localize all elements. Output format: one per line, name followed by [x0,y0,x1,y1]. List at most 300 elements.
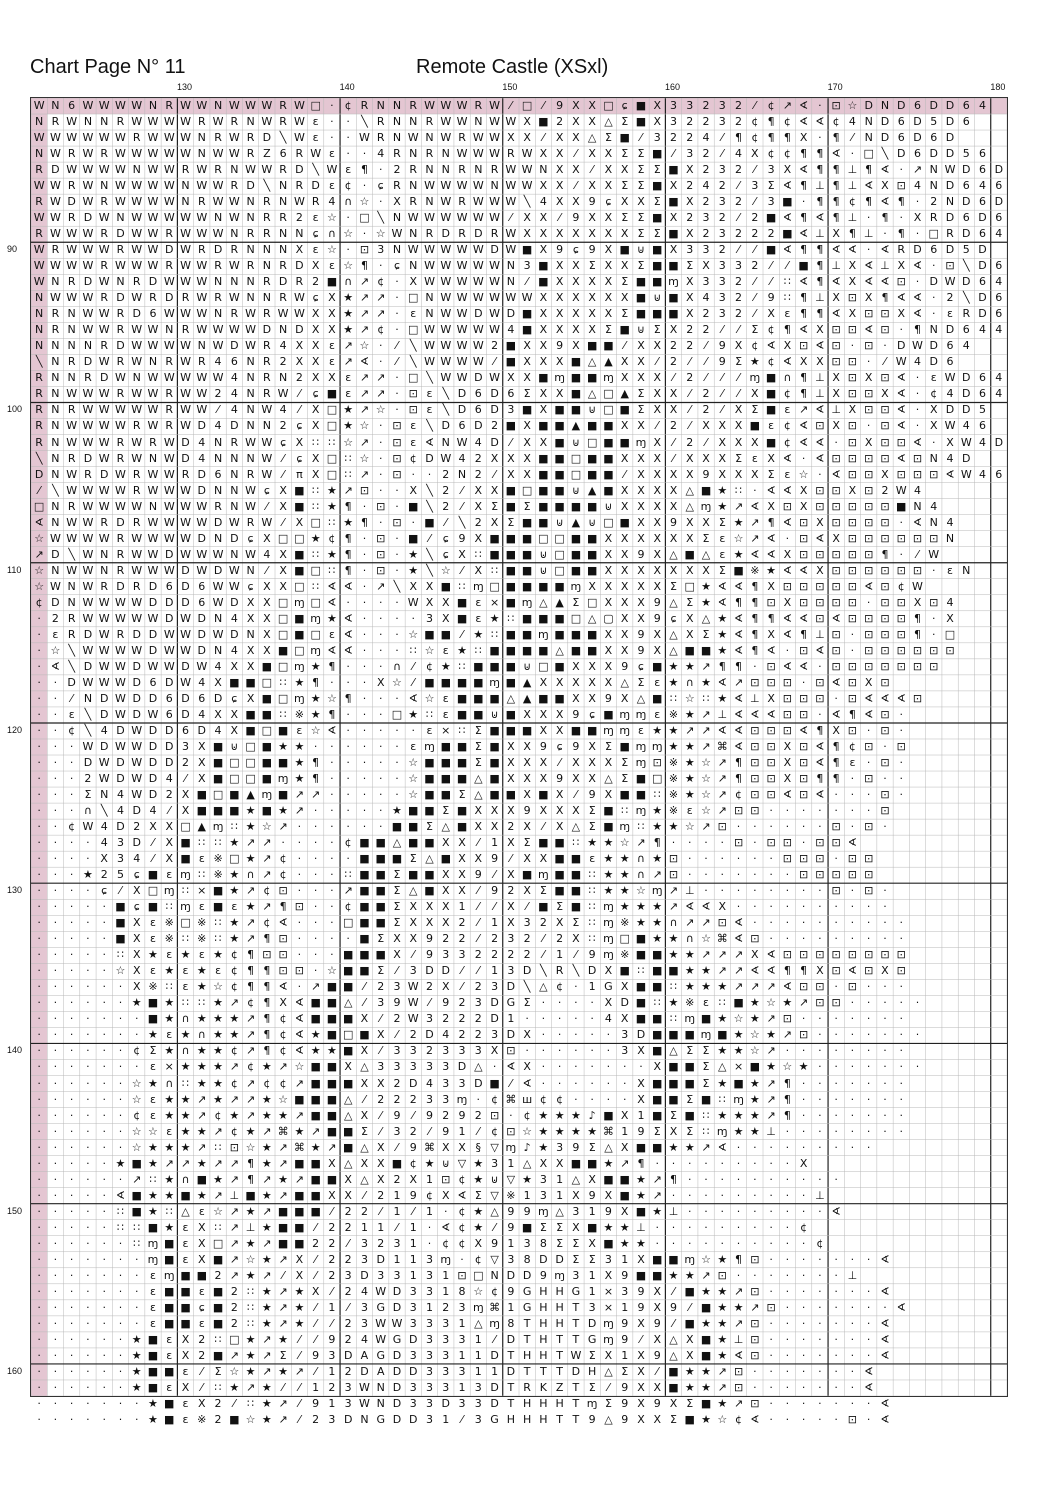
chart-cell: ⊡ [880,723,890,737]
chart-cell: ■ [505,723,517,737]
chart-cell: ■ [538,515,549,529]
chart-cell: △ [539,595,548,609]
chart-cell: ■ [310,1188,321,1202]
chart-cell: ↗ [262,1172,272,1186]
chart-cell: ■ [456,820,468,834]
chart-cell: X [685,467,694,481]
chart-cell: X [604,531,613,545]
chart-cell: N [929,515,938,529]
chart-cell: ∢ [782,211,792,225]
chart-cell: N [441,147,450,161]
chart-cell: ∢ [766,707,776,721]
chart-cell: ⊡ [717,1268,727,1282]
chart-cell: ★ [148,1028,158,1042]
chart-cell: ⊡ [750,1348,760,1362]
chart-cell: △ [587,387,597,401]
chart-cell: D [409,1413,418,1427]
chart-cell: W [131,403,143,417]
chart-cell: N [262,243,271,257]
chart-cell: ╲ [426,419,433,433]
chart-cell: ε [328,627,335,641]
chart-cell: W [489,275,501,289]
chart-cell: ⊡ [896,948,906,962]
chart-cell: ∢ [327,643,337,657]
chart-cell: ⊡ [815,579,825,593]
chart-cell: ■ [619,739,630,753]
chart-cell: ■ [505,579,517,593]
chart-cell: □ [147,884,159,898]
chart-cell: · [378,707,383,721]
chart-cell: N [425,131,434,145]
chart-cell: ■ [635,996,647,1010]
chart-cell: · [313,932,318,946]
chart-cell: ■ [635,99,647,112]
chart-cell: ∢ [294,1044,304,1058]
chart-cell: W [163,371,175,385]
chart-cell: 2 [669,339,677,353]
chart-cell: D [197,419,207,433]
chart-cell: ⊡ [750,739,760,753]
chart-cell: R [360,99,369,112]
chart-cell: X [165,836,174,850]
chart-cell: X [572,339,580,353]
chart-cell: · [69,788,74,802]
chart-cell: 2 [393,1076,401,1090]
chart-cell: X [653,579,661,593]
chart-cell: · [818,659,822,673]
chart-cell: △ [604,1364,613,1378]
chart-cell: · [346,820,350,834]
chart-cell: W [407,1012,419,1026]
chart-cell: 3 [409,1316,417,1330]
chart-cell: ∢ [896,419,906,433]
chart-cell: ★ [343,307,354,321]
chart-cell: ↗ [245,1044,256,1058]
chart-cell: D [311,179,320,193]
chart-cell: · [346,788,350,802]
chart-cell: ⊡ [912,531,923,545]
chart-cell: · [378,659,383,673]
chart-cell: D [880,131,890,145]
chart-cell: ∢ [912,259,923,273]
chart-cell: ■ [342,964,354,978]
chart-cell: ¢ [344,179,352,193]
chart-cell: ɕ [589,707,596,721]
chart-cell: ※ [668,772,679,786]
chart-cell: 2 [686,115,694,129]
chart-cell: X [620,371,629,385]
chart-cell: W [472,355,484,369]
chart-cell: X [620,595,629,609]
chart-cell: ╲ [68,547,75,561]
chart-cell: ∷ [702,1124,710,1138]
chart-cell: X [653,1284,661,1298]
chart-cell: 4 [230,371,238,385]
chart-cell: W [163,531,175,545]
chart-cell: · [118,980,123,994]
chart-cell: 4 [702,131,710,145]
chart-cell: · [69,932,74,946]
chart-cell: · [818,1204,822,1218]
chart-cell: X [669,243,678,257]
chart-cell: ■ [570,900,582,914]
chart-cell: ↗ [278,1188,288,1202]
chart-cell: ★ [245,1236,256,1250]
chart-cell: △ [669,595,678,609]
chart-cell: ■ [326,387,338,401]
chart-cell: · [69,756,74,769]
chart-cell: W [472,211,484,225]
chart-cell: ɕ [101,884,108,898]
chart-cell: ∷ [165,1204,173,1218]
chart-cell: ☆ [717,1413,728,1427]
chart-cell: ☆ [359,451,370,465]
chart-cell: ⊡ [864,387,874,401]
column-number: 180 [990,82,1006,92]
chart-cell: W [212,227,224,241]
chart-cell: ■ [115,900,126,914]
chart-cell: ■ [570,868,582,882]
chart-cell: W [245,323,257,337]
chart-cell: ⊡ [750,1284,760,1298]
chart-cell: Σ [214,1364,222,1378]
chart-cell: ■ [196,1268,207,1282]
chart-cell: X [832,387,840,401]
chart-cell: · [850,1028,855,1042]
chart-cell: ∢ [847,836,858,850]
chart-cell: ↗ [701,948,711,962]
chart-cell: · [818,1268,822,1282]
chart-cell: ∢ [733,579,744,593]
chart-cell: 3 [523,916,531,930]
chart-cell: · [395,772,399,786]
chart-cell: ∢ [799,163,809,177]
chart-cell: ∢ [717,1140,727,1154]
chart-cell: ■ [277,723,289,737]
chart-cell: · [362,595,367,609]
chart-cell: ★ [310,1044,321,1058]
chart-cell: W [196,387,208,401]
chart-cell: · [102,980,106,994]
chart-cell: · [395,788,399,802]
chart-cell: · [736,1220,741,1234]
chart-cell: 4 [995,371,1003,385]
chart-cell: D [148,275,158,289]
chart-cell: X [637,563,645,577]
chart-cell: □ [554,563,565,577]
chart-cell: ☆ [131,1140,142,1154]
chart-cell: ╲ [442,403,450,417]
chart-cell: · [899,1124,903,1138]
chart-cell: ⊡ [864,531,874,545]
chart-cell: ⊡ [847,547,858,561]
chart-cell: X [637,483,645,497]
chart-cell: D [197,643,207,657]
chart-cell: ■ [147,1380,159,1394]
chart-cell: N [246,211,255,225]
chart-cell: N [230,547,239,561]
chart-cell: X [588,307,596,321]
chart-cell: △ [620,675,629,689]
chart-cell: W [180,243,191,257]
chart-cell: N [35,115,44,129]
chart-cell: ↗ [311,788,321,802]
chart-cell: ★ [180,1092,191,1106]
chart-cell: △ [360,1140,369,1154]
chart-cell: ■ [619,1172,630,1186]
chart-cell: Σ [507,515,515,529]
chart-cell: · [86,1092,90,1106]
chart-cell: ∢ [831,467,841,481]
chart-cell: · [590,1028,594,1042]
chart-cell: · [37,1188,41,1202]
chart-cell: ☆ [375,403,386,417]
chart-cell: · [801,1108,806,1122]
chart-cell: 2 [312,275,320,289]
chart-cell: · [769,1204,773,1218]
chart-cell: · [866,932,871,946]
chart-cell: · [850,1397,855,1410]
chart-cell: · [86,1220,90,1234]
chart-cell: · [102,1348,106,1362]
chart-cell: ∷ [214,932,222,946]
chart-cell: ¢ [35,595,43,609]
chart-cell: X [539,339,548,353]
chart-cell: ɱ [716,1124,728,1138]
chart-cell: ∢ [864,691,874,705]
chart-cell: X [734,403,743,417]
chart-cell: R [962,307,971,321]
chart-cell: X [279,996,287,1010]
chart-cell: ⊍ [230,739,239,753]
chart-cell: Σ [621,1364,629,1378]
chart-cell: W [245,435,257,449]
chart-cell: D [213,515,223,529]
chart-cell: 3 [360,1252,368,1266]
chart-cell: Σ [653,195,661,209]
chart-cell: 6 [962,115,970,129]
chart-cell: · [557,1060,562,1074]
chart-cell: ∢ [864,579,874,593]
chart-cell: D [132,691,141,705]
chart-cell: · [37,1172,41,1186]
chart-cell: X [604,547,613,561]
chart-cell: ☆ [701,756,711,769]
chart-cell: ※ [164,916,174,930]
chart-cell: 3 [426,1348,433,1362]
chart-cell: · [801,836,806,850]
chart-cell: 3 [702,275,710,289]
chart-cell: X [783,339,792,353]
chart-cell: ■ [652,1108,663,1122]
chart-cell: ■ [554,627,565,641]
chart-cell: ∷ [409,643,417,657]
chart-cell: · [688,1172,692,1186]
chart-cell: ∷ [182,1076,190,1090]
chart-cell: X [328,291,336,305]
chart-cell: N [279,227,288,241]
chart-cell: W [505,227,517,241]
chart-cell: ⊡ [880,756,890,769]
chart-cell: ∢ [750,707,760,721]
chart-cell: N [230,499,239,513]
chart-cell: ╲ [540,964,547,978]
chart-cell: 2 [735,307,743,321]
chart-cell: · [688,1188,692,1202]
chart-cell: D [116,820,125,834]
chart-cell: · [801,1413,806,1427]
chart-cell: · [53,1316,58,1330]
chart-cell: W [375,1284,387,1298]
chart-cell: ■ [668,259,679,273]
chart-cell: D [116,756,125,769]
chart-cell: ■ [586,723,598,737]
chart-cell: R [458,195,466,209]
chart-cell: · [297,868,302,882]
chart-cell: 9 [409,1188,417,1202]
chart-cell: W [456,323,468,337]
chart-cell: ⊡ [880,531,890,545]
chart-cell: · [883,916,887,930]
chart-cell: □ [586,435,598,449]
chart-cell: Σ [539,1220,547,1234]
chart-cell: · [395,499,399,513]
chart-cell: □ [570,611,582,625]
chart-cell: ↗ [229,1220,239,1234]
chart-cell: 1 [491,964,499,978]
chart-cell: ⊥ [815,179,825,193]
chart-cell: ★ [196,1012,207,1026]
chart-cell: · [850,643,855,657]
chart-cell: · [313,964,318,978]
chart-cell: · [69,884,74,898]
chart-cell: N [51,403,60,417]
chart-cell: ⁄ [672,435,675,449]
chart-cell: 6 [930,243,938,257]
chart-cell: ∷ [588,900,596,914]
chart-cell: ¶ [767,115,775,129]
chart-cell: 9 [442,996,450,1010]
chart-cell: 9 [556,99,564,112]
chart-cell: ■ [570,643,582,657]
chart-cell: ¶ [865,195,873,209]
chart-cell: 2 [669,131,677,145]
chart-cell: ɕ [621,99,628,112]
chart-cell: W [944,419,956,433]
chart-cell: · [102,1156,106,1170]
chart-cell: X [669,387,678,401]
chart-cell: X [946,435,954,449]
chart-cell: ★ [733,515,744,529]
chart-cell: ★ [733,1300,744,1314]
chart-cell: ※ [197,1413,207,1427]
chart-cell: ■ [147,1332,159,1346]
chart-cell: N [230,275,239,289]
chart-cell: ⊡ [799,980,809,994]
chart-cell: ∷ [182,884,190,898]
chart-cell: W [944,275,956,289]
chart-cell: ¶ [247,980,255,994]
chart-cell: W [472,291,484,305]
chart-cell: ↗ [278,820,288,834]
chart-cell: X [442,900,450,914]
chart-cell: ɱ [310,643,321,657]
chart-cell: ▢ [603,611,614,625]
chart-cell: ★ [148,1076,158,1090]
chart-cell: ★ [733,1044,744,1058]
chart-cell: W [147,211,159,225]
chart-cell: X [198,1397,206,1410]
chart-cell: · [118,1364,123,1378]
chart-cell: ¢ [491,1124,499,1138]
chart-cell: ★ [652,900,663,914]
chart-cell: ⊡ [847,1413,858,1427]
chart-cell: · [834,852,838,866]
chart-cell: ε [68,707,75,721]
chart-cell: ★ [701,980,711,994]
chart-cell: N [246,355,255,369]
chart-cell: 2 [328,1252,336,1266]
chart-cell: ☆ [50,643,61,657]
chart-cell: X [620,643,629,657]
chart-cell: · [53,1156,58,1170]
chart-cell: ⊡ [831,836,841,850]
chart-cell: ɱ [619,820,631,834]
chart-cell: ■ [668,227,679,241]
chart-cell: △ [474,1060,483,1074]
chart-cell: ■ [700,483,712,497]
chart-cell: ɱ [294,691,305,705]
chart-cell: ⊡ [831,996,841,1010]
chart-cell: ⊥ [733,1332,744,1346]
chart-cell: ■ [521,307,533,321]
chart-cell: · [53,884,58,898]
chart-cell: ▽ [490,1140,499,1154]
chart-cell: W [131,227,143,241]
chart-cell: X [572,756,580,769]
chart-cell: ¢ [458,1220,466,1234]
chart-cell: ★ [717,1348,728,1362]
chart-cell: R [35,435,43,449]
chart-cell: ⁄ [737,323,740,337]
chart-cell: ∢ [799,419,809,433]
chart-cell: ¶ [832,756,840,769]
chart-cell: X [409,275,418,289]
chart-cell: · [753,659,757,673]
chart-cell: ⊡ [376,563,386,577]
chart-cell: D [181,435,190,449]
chart-cell: D [962,403,971,417]
chart-cell: ↗ [685,723,695,737]
chart-cell: X [572,227,580,241]
chart-cell: ⊡ [847,515,858,529]
chart-cell: X [669,499,678,513]
chart-cell: ↗ [245,1092,256,1106]
chart-cell: · [444,1204,448,1218]
chart-cell: 9 [588,1188,596,1202]
chart-cell: · [362,179,367,193]
chart-cell: X [620,355,629,369]
chart-cell: ★ [717,1108,728,1122]
chart-cell: X [588,756,596,769]
chart-cell: W [407,243,419,257]
chart-cell: X [620,579,629,593]
chart-cell: ↗ [376,371,386,385]
chart-cell: X [832,531,840,545]
chart-cell: 6 [995,179,1003,193]
chart-cell: ↗ [717,788,727,802]
chart-cell: 3 [588,1300,596,1314]
